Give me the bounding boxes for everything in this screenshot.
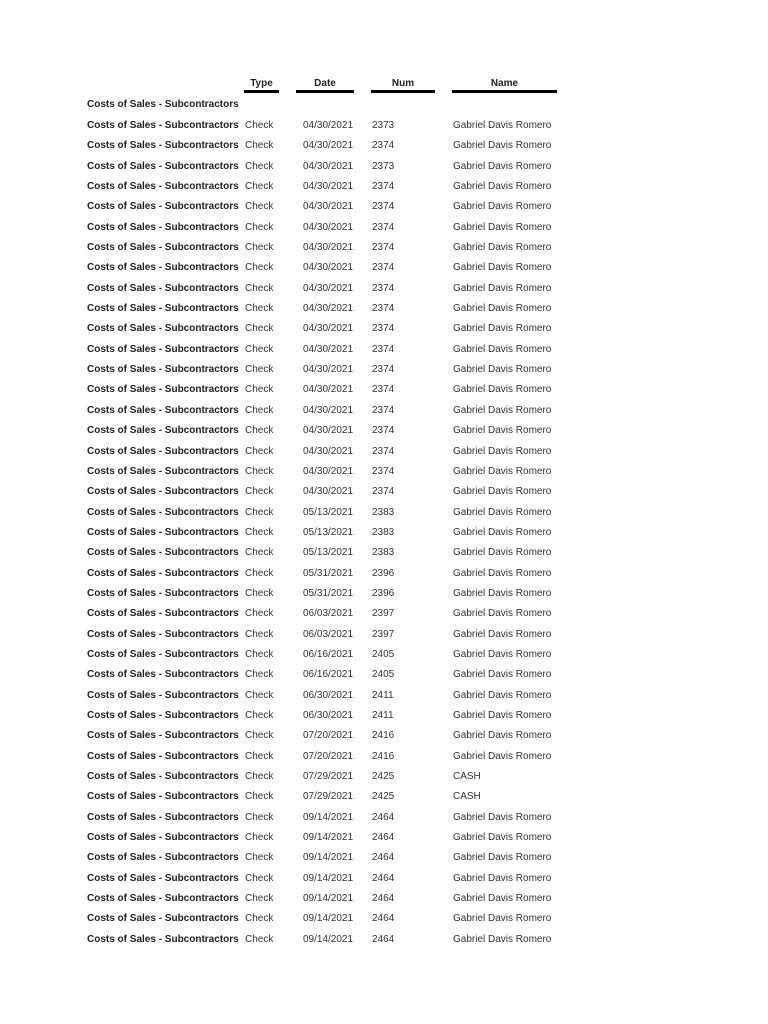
row-name: Gabriel Davis Romero	[453, 242, 552, 254]
row-date: 06/30/2021	[303, 689, 354, 701]
column-header-num: Num	[371, 77, 435, 93]
table-row	[0, 607, 768, 627]
row-date: 09/14/2021	[303, 913, 354, 925]
row-name: Gabriel Davis Romero	[453, 221, 552, 233]
row-date: 04/30/2021	[303, 242, 354, 254]
row-account: Costs of Sales - Subcontractors	[87, 587, 239, 599]
row-date: 04/30/2021	[303, 404, 354, 416]
row-name: Gabriel Davis Romero	[453, 547, 552, 559]
row-account: Costs of Sales - Subcontractors	[87, 404, 239, 416]
row-type: Check	[245, 506, 274, 518]
row-date: 04/30/2021	[303, 384, 354, 396]
row-type: Check	[245, 852, 274, 864]
row-name: Gabriel Davis Romero	[453, 872, 552, 884]
column-header-type: Type	[244, 77, 279, 93]
row-name: Gabriel Davis Romero	[453, 933, 552, 945]
table-row	[0, 750, 768, 770]
row-type: Check	[245, 445, 274, 457]
row-num: 2464	[372, 832, 395, 844]
row-name: Gabriel Davis Romero	[453, 587, 552, 599]
row-num: 2396	[372, 587, 395, 599]
row-type: Check	[245, 669, 274, 681]
table-row	[0, 668, 768, 688]
row-account: Costs of Sales - Subcontractors	[87, 506, 239, 518]
row-type: Check	[245, 730, 274, 742]
row-type: Check	[245, 323, 274, 335]
row-type: Check	[245, 709, 274, 721]
row-type: Check	[245, 242, 274, 254]
row-name: Gabriel Davis Romero	[453, 628, 552, 640]
row-date: 04/30/2021	[303, 181, 354, 193]
row-num: 2464	[372, 913, 395, 925]
row-account: Costs of Sales - Subcontractors	[87, 791, 239, 803]
row-num: 2383	[372, 526, 395, 538]
row-name: Gabriel Davis Romero	[453, 120, 552, 131]
row-type: Check	[245, 221, 274, 233]
row-account: Costs of Sales - Subcontractors	[87, 303, 239, 315]
row-account: Costs of Sales - Subcontractors	[87, 201, 239, 213]
row-date: 05/31/2021	[303, 587, 354, 599]
row-num: 2411	[372, 709, 394, 721]
row-type: Check	[245, 628, 274, 640]
table-row	[0, 851, 768, 871]
row-num: 2464	[372, 893, 395, 905]
row-account: Costs of Sales - Subcontractors	[87, 832, 239, 844]
row-name: Gabriel Davis Romero	[453, 730, 552, 742]
row-account: Costs of Sales - Subcontractors	[87, 181, 239, 193]
row-name: Gabriel Davis Romero	[453, 832, 552, 844]
row-date: 06/03/2021	[303, 608, 354, 620]
row-date: 09/14/2021	[303, 852, 354, 864]
row-type: Check	[245, 140, 274, 152]
row-date: 04/30/2021	[303, 282, 354, 294]
table-row	[0, 790, 768, 810]
table-row	[0, 363, 768, 383]
row-date: 05/13/2021	[303, 506, 354, 518]
table-row	[0, 322, 768, 342]
row-type: Check	[245, 465, 274, 477]
row-type: Check	[245, 893, 274, 905]
row-account: Costs of Sales - Subcontractors	[87, 486, 239, 498]
row-type: Check	[245, 343, 274, 355]
row-num: 2464	[372, 872, 395, 884]
row-num: 2464	[372, 811, 395, 823]
row-name: Gabriel Davis Romero	[453, 567, 552, 579]
table-row	[0, 139, 768, 159]
table-row	[0, 261, 768, 281]
row-date: 05/31/2021	[303, 567, 354, 579]
row-name: Gabriel Davis Romero	[453, 608, 552, 620]
row-num: 2405	[372, 648, 395, 660]
row-type: Check	[245, 567, 274, 579]
row-date: 04/30/2021	[303, 160, 354, 172]
row-date: 06/16/2021	[303, 669, 354, 681]
row-num: 2374	[372, 384, 395, 396]
row-account: Costs of Sales - Subcontractors	[87, 343, 239, 355]
row-num: 2374	[372, 343, 395, 355]
row-account: Costs of Sales - Subcontractors	[87, 140, 239, 152]
row-account: Costs of Sales - Subcontractors	[87, 628, 239, 640]
row-num: 2383	[372, 547, 395, 559]
row-name: CASH	[453, 791, 481, 803]
row-date: 07/20/2021	[303, 730, 354, 742]
table-row	[0, 404, 768, 424]
row-num: 2374	[372, 364, 395, 376]
row-name: Gabriel Davis Romero	[453, 140, 552, 152]
row-type: Check	[245, 933, 274, 945]
row-date: 04/30/2021	[303, 323, 354, 335]
row-name: Gabriel Davis Romero	[453, 181, 552, 193]
row-account: Costs of Sales - Subcontractors	[87, 608, 239, 620]
row-name: Gabriel Davis Romero	[453, 486, 552, 498]
table-row	[0, 180, 768, 200]
row-name: Gabriel Davis Romero	[453, 893, 552, 905]
row-account: Costs of Sales - Subcontractors	[87, 425, 239, 437]
row-name: Gabriel Davis Romero	[453, 465, 552, 477]
row-account: Costs of Sales - Subcontractors	[87, 445, 239, 457]
row-type: Check	[245, 262, 274, 274]
row-name: Gabriel Davis Romero	[453, 160, 552, 172]
row-account: Costs of Sales - Subcontractors	[87, 160, 239, 172]
row-name: Gabriel Davis Romero	[453, 852, 552, 864]
row-account: Costs of Sales - Subcontractors	[87, 709, 239, 721]
row-type: Check	[245, 425, 274, 437]
row-account: Costs of Sales - Subcontractors	[87, 811, 239, 823]
row-name: Gabriel Davis Romero	[453, 913, 552, 925]
row-num: 2374	[372, 282, 395, 294]
column-header-name: Name	[452, 77, 557, 93]
row-date: 04/30/2021	[303, 262, 354, 274]
row-type: Check	[245, 303, 274, 315]
row-num: 2397	[372, 608, 395, 620]
row-name: Gabriel Davis Romero	[453, 750, 552, 762]
table-row	[0, 587, 768, 607]
row-name: Gabriel Davis Romero	[453, 282, 552, 294]
row-num: 2416	[372, 730, 395, 742]
row-num: 2374	[372, 201, 395, 213]
row-account: Costs of Sales - Subcontractors	[87, 933, 239, 945]
table-row	[0, 200, 768, 220]
row-type: Check	[245, 201, 274, 213]
row-name: Gabriel Davis Romero	[453, 506, 552, 518]
row-date: 09/14/2021	[303, 893, 354, 905]
row-type: Check	[245, 181, 274, 193]
row-num: 2373	[372, 160, 395, 172]
row-account: Costs of Sales - Subcontractors	[87, 384, 239, 396]
row-date: 06/30/2021	[303, 709, 354, 721]
row-date: 05/13/2021	[303, 547, 354, 559]
row-type: Check	[245, 608, 274, 620]
table-row	[0, 831, 768, 851]
row-date: 06/16/2021	[303, 648, 354, 660]
row-date: 04/30/2021	[303, 221, 354, 233]
row-date: 07/20/2021	[303, 750, 354, 762]
row-account: Costs of Sales - Subcontractors	[87, 526, 239, 538]
table-row	[0, 567, 768, 587]
row-date: 06/03/2021	[303, 628, 354, 640]
row-num: 2374	[372, 221, 395, 233]
row-type: Check	[245, 384, 274, 396]
row-account: Costs of Sales - Subcontractors	[87, 262, 239, 274]
row-account: Costs of Sales - Subcontractors	[87, 567, 239, 579]
row-date: 04/30/2021	[303, 201, 354, 213]
row-date: 04/30/2021	[303, 303, 354, 315]
row-name: Gabriel Davis Romero	[453, 262, 552, 274]
row-type: Check	[245, 750, 274, 762]
table-row	[0, 465, 768, 485]
row-account: Costs of Sales - Subcontractors	[87, 282, 239, 294]
row-date: 04/30/2021	[303, 445, 354, 457]
row-name: CASH	[453, 771, 481, 782]
row-num: 2383	[372, 506, 395, 518]
table-row	[0, 892, 768, 912]
table-row	[0, 770, 768, 790]
row-date: 04/30/2021	[303, 364, 354, 376]
column-header-date: Date	[296, 77, 354, 93]
row-name: Gabriel Davis Romero	[453, 303, 552, 315]
row-name: Gabriel Davis Romero	[453, 425, 552, 437]
row-date: 09/14/2021	[303, 933, 354, 945]
row-name: Gabriel Davis Romero	[453, 343, 552, 355]
row-num: 2411	[372, 689, 394, 701]
row-type: Check	[245, 404, 274, 416]
row-type: Check	[245, 282, 274, 294]
row-account: Costs of Sales - Subcontractors	[87, 689, 239, 701]
row-date: 05/13/2021	[303, 526, 354, 538]
row-date: 09/14/2021	[303, 872, 354, 884]
table-row	[0, 729, 768, 749]
row-date: 04/30/2021	[303, 140, 354, 152]
row-name: Gabriel Davis Romero	[453, 384, 552, 396]
row-name: Gabriel Davis Romero	[453, 689, 552, 701]
row-date: 04/30/2021	[303, 465, 354, 477]
row-num: 2374	[372, 303, 395, 315]
row-type: Check	[245, 648, 274, 660]
table-row	[0, 241, 768, 261]
row-num: 2374	[372, 181, 395, 193]
row-num: 2374	[372, 242, 395, 254]
row-num: 2374	[372, 445, 395, 457]
row-num: 2374	[372, 262, 395, 274]
row-num: 2464	[372, 933, 395, 945]
row-num: 2374	[372, 465, 395, 477]
row-date: 09/14/2021	[303, 832, 354, 844]
row-name: Gabriel Davis Romero	[453, 669, 552, 681]
row-name: Gabriel Davis Romero	[453, 364, 552, 376]
row-name: Gabriel Davis Romero	[453, 648, 552, 660]
row-date: 09/14/2021	[303, 811, 354, 823]
row-account: Costs of Sales - Subcontractors	[87, 221, 239, 233]
transaction-rows	[0, 119, 768, 953]
row-account: Costs of Sales - Subcontractors	[87, 872, 239, 884]
account-group-header: Costs of Sales - Subcontractors	[87, 99, 239, 110]
row-date: 04/30/2021	[303, 425, 354, 437]
table-row	[0, 383, 768, 403]
table-row	[0, 526, 768, 546]
table-row	[0, 709, 768, 729]
table-row	[0, 445, 768, 465]
row-date: 04/30/2021	[303, 486, 354, 498]
row-type: Check	[245, 486, 274, 498]
row-account: Costs of Sales - Subcontractors	[87, 771, 239, 782]
table-row	[0, 506, 768, 526]
table-row	[0, 424, 768, 444]
row-account: Costs of Sales - Subcontractors	[87, 547, 239, 559]
table-row	[0, 302, 768, 322]
row-type: Check	[245, 689, 274, 701]
row-account: Costs of Sales - Subcontractors	[87, 852, 239, 864]
row-num: 2397	[372, 628, 395, 640]
table-row	[0, 119, 768, 139]
row-account: Costs of Sales - Subcontractors	[87, 730, 239, 742]
row-date: 07/29/2021	[303, 771, 354, 782]
row-account: Costs of Sales - Subcontractors	[87, 750, 239, 762]
row-type: Check	[245, 832, 274, 844]
row-name: Gabriel Davis Romero	[453, 709, 552, 721]
row-type: Check	[245, 913, 274, 925]
row-num: 2425	[372, 771, 395, 782]
row-account: Costs of Sales - Subcontractors	[87, 648, 239, 660]
row-account: Costs of Sales - Subcontractors	[87, 893, 239, 905]
row-account: Costs of Sales - Subcontractors	[87, 465, 239, 477]
row-account: Costs of Sales - Subcontractors	[87, 120, 239, 131]
row-type: Check	[245, 526, 274, 538]
row-name: Gabriel Davis Romero	[453, 445, 552, 457]
table-row	[0, 912, 768, 932]
table-row	[0, 872, 768, 892]
row-type: Check	[245, 160, 274, 172]
table-row	[0, 546, 768, 566]
row-name: Gabriel Davis Romero	[453, 201, 552, 213]
table-row	[0, 689, 768, 709]
table-row	[0, 933, 768, 953]
table-row	[0, 628, 768, 648]
row-account: Costs of Sales - Subcontractors	[87, 913, 239, 925]
row-num: 2464	[372, 852, 395, 864]
table-row	[0, 221, 768, 241]
row-name: Gabriel Davis Romero	[453, 526, 552, 538]
row-type: Check	[245, 364, 274, 376]
row-type: Check	[245, 547, 274, 559]
table-row	[0, 648, 768, 668]
row-account: Costs of Sales - Subcontractors	[87, 242, 239, 254]
table-row	[0, 343, 768, 363]
row-num: 2374	[372, 323, 395, 335]
row-type: Check	[245, 791, 274, 803]
table-row	[0, 485, 768, 505]
table-row	[0, 160, 768, 180]
row-num: 2374	[372, 404, 395, 416]
row-type: Check	[245, 771, 274, 782]
table-row	[0, 282, 768, 302]
row-num: 2405	[372, 669, 395, 681]
row-name: Gabriel Davis Romero	[453, 811, 552, 823]
row-date: 04/30/2021	[303, 120, 354, 131]
row-num: 2374	[372, 425, 395, 437]
row-name: Gabriel Davis Romero	[453, 404, 552, 416]
row-account: Costs of Sales - Subcontractors	[87, 669, 239, 681]
row-num: 2374	[372, 140, 395, 152]
row-date: 04/30/2021	[303, 343, 354, 355]
row-num: 2373	[372, 120, 395, 131]
row-account: Costs of Sales - Subcontractors	[87, 323, 239, 335]
row-type: Check	[245, 872, 274, 884]
row-num: 2396	[372, 567, 395, 579]
row-type: Check	[245, 811, 274, 823]
row-num: 2425	[372, 791, 395, 803]
row-type: Check	[245, 587, 274, 599]
row-num: 2416	[372, 750, 395, 762]
row-date: 07/29/2021	[303, 791, 354, 803]
row-name: Gabriel Davis Romero	[453, 323, 552, 335]
table-row	[0, 811, 768, 831]
row-type: Check	[245, 120, 274, 131]
row-account: Costs of Sales - Subcontractors	[87, 364, 239, 376]
row-num: 2374	[372, 486, 395, 498]
